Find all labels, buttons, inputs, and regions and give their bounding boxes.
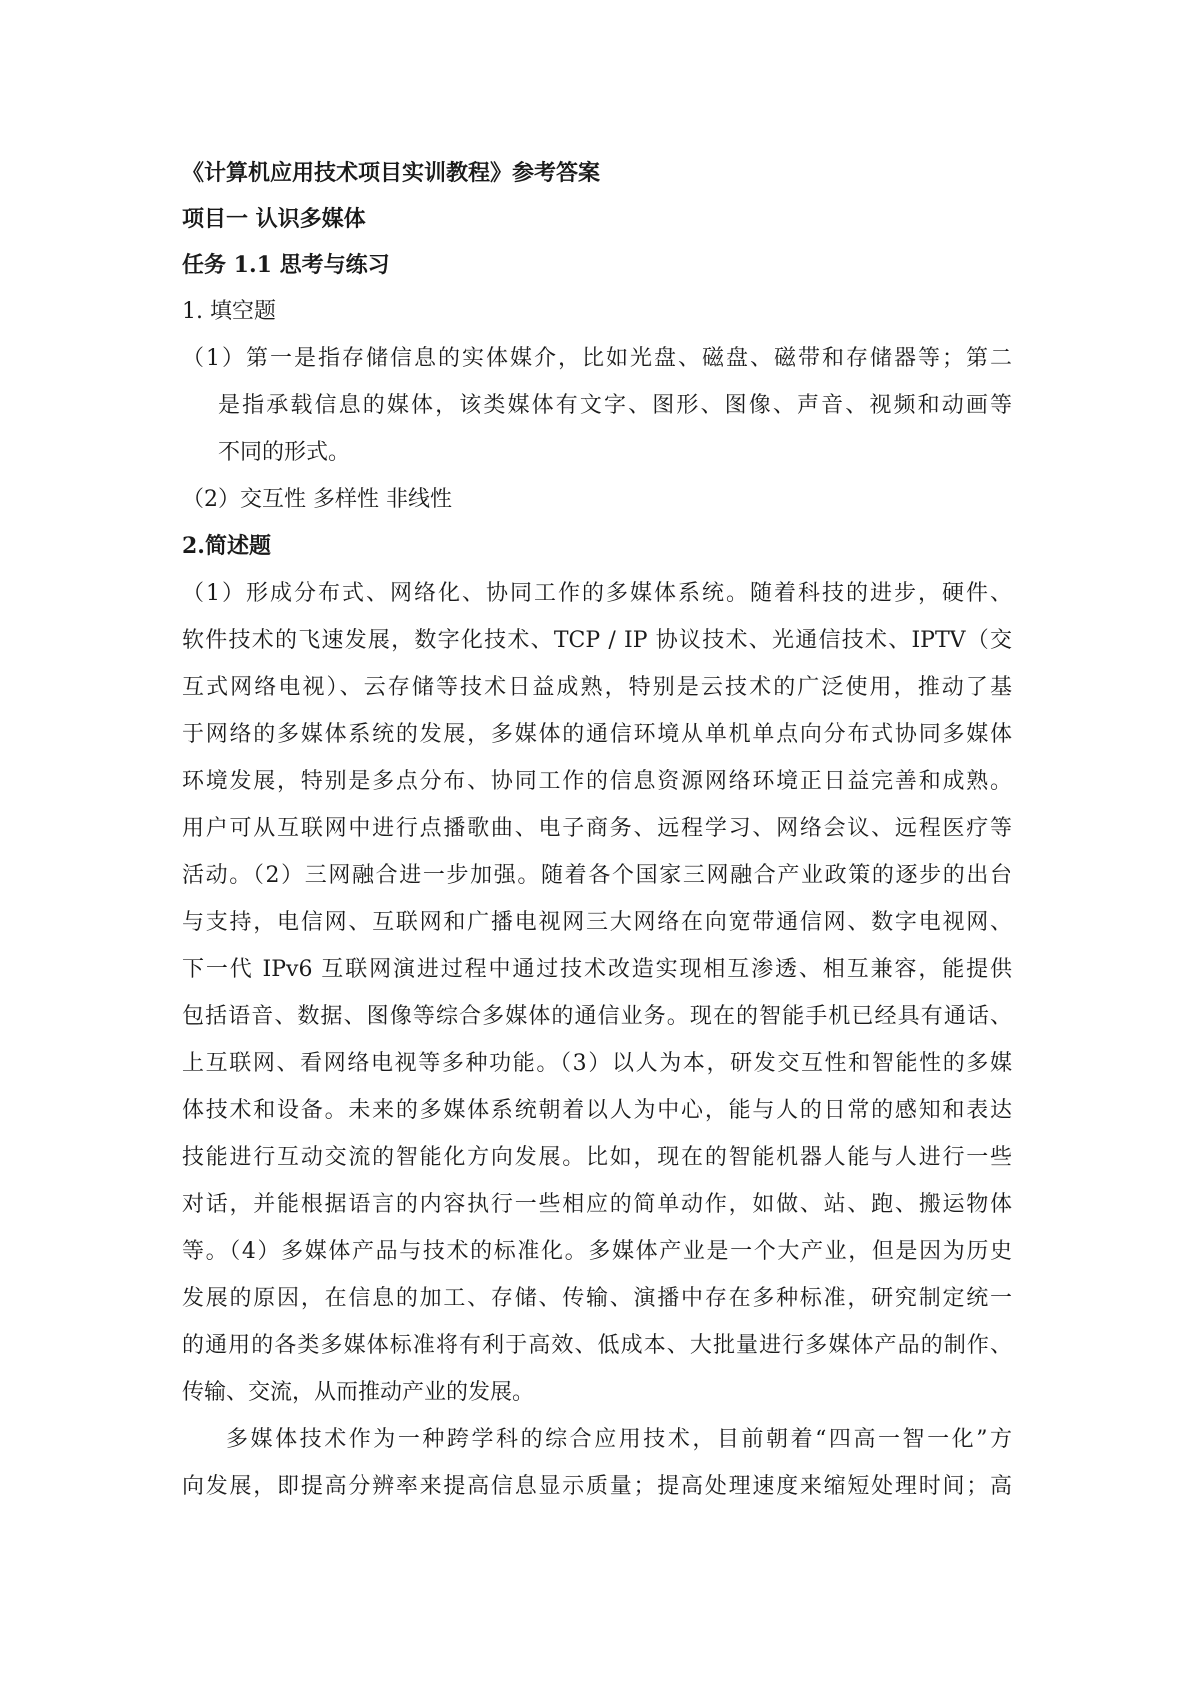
short-answer-line: 环境发展，特别是多点分布、协同工作的信息资源网络环境正日益完善和成熟。 [182, 769, 1012, 794]
short-answer-line: 与支持，电信网、互联网和广播电视网三大网络在向宽带通信网、数字电视网、 [182, 910, 1012, 935]
short-answer-line: 的通用的各类多媒体标准将有利于高效、低成本、大批量进行多媒体产品的制作、 [182, 1333, 1012, 1358]
document-body [182, 150, 1012, 1510]
short-answer-line: 下一代 IPv6 互联网演进过程中通过技术改造实现相互渗透、相互兼容，能提供 [182, 957, 1012, 982]
fill-in-heading: 1. 填空题 [182, 299, 276, 324]
short-answer-line: 技能进行互动交流的智能化方向发展。比如，现在的智能机器人能与人进行一些 [182, 1145, 1012, 1170]
short-answer-line: 等。（4）多媒体产品与技术的标准化。多媒体产业是一个大产业，但是因为历史 [182, 1239, 1012, 1264]
document-title: 《计算机应用技术项目实训教程》参考答案 [182, 160, 601, 186]
short-answer-line: 包括语音、数据、图像等综合多媒体的通信业务。现在的智能手机已经具有通话、 [182, 1004, 1012, 1029]
short-answer-line: 传输、交流，从而推动产业的发展。 [182, 1380, 535, 1405]
fill-in-item-2: （2）交互性 多样性 非线性 [182, 487, 452, 512]
fill-in-item-1-line-1: （1）第一是指存储信息的实体媒介，比如光盘、磁盘、磁带和存储器等；第二 [182, 346, 1012, 371]
task-heading: 任务 1.1 思考与练习 [182, 252, 390, 278]
short-answer-line: 活动。（2）三网融合进一步加强。随着各个国家三网融合产业政策的逐步的出台 [182, 863, 1012, 888]
short-answer-line: 软件技术的飞速发展，数字化技术、TCP / IP 协议技术、光通信技术、IPTV（交 [182, 628, 1012, 653]
short-answer-line: 发展的原因，在信息的加工、存储、传输、演播中存在多种标准，研究制定统一 [182, 1286, 1012, 1311]
fill-in-item-1-line-3: 不同的形式。 [218, 440, 351, 465]
short-answer-line: 用户可从互联网中进行点播歌曲、电子商务、远程学习、网络会议、远程医疗等 [182, 816, 1012, 841]
fill-in-item-1-line-2: 是指承载信息的媒体，该类媒体有文字、图形、图像、声音、视频和动画等 [218, 393, 1012, 418]
short-answer-line: 互式网络电视）、云存储等技术日益成熟，特别是云技术的广泛使用，推动了基 [182, 675, 1012, 700]
short-answer-line: 体技术和设备。未来的多媒体系统朝着以人为中心，能与人的日常的感知和表达 [182, 1098, 1012, 1123]
short-answer-line: （1）形成分布式、网络化、协同工作的多媒体系统。随着科技的进步，硬件、 [182, 581, 1012, 606]
short-answer-line: 于网络的多媒体系统的发展，多媒体的通信环境从单机单点向分布式协同多媒体 [182, 722, 1012, 747]
short-answer-line: 对话，并能根据语言的内容执行一些相应的简单动作，如做、站、跑、搬运物体 [182, 1192, 1012, 1217]
short-answer-heading: 2.简述题 [182, 533, 271, 559]
paragraph-2-line-2: 向发展，即提高分辨率来提高信息显示质量；提高处理速度来缩短处理时间；高 [182, 1474, 1012, 1499]
short-answer-line: 上互联网、看网络电视等多种功能。（3）以人为本，研发交互性和智能性的多媒 [182, 1051, 1012, 1076]
project-heading: 项目一 认识多媒体 [182, 206, 366, 232]
paragraph-2-line-1: 多媒体技术作为一种跨学科的综合应用技术，目前朝着“四高一智一化”方 [226, 1427, 1012, 1452]
